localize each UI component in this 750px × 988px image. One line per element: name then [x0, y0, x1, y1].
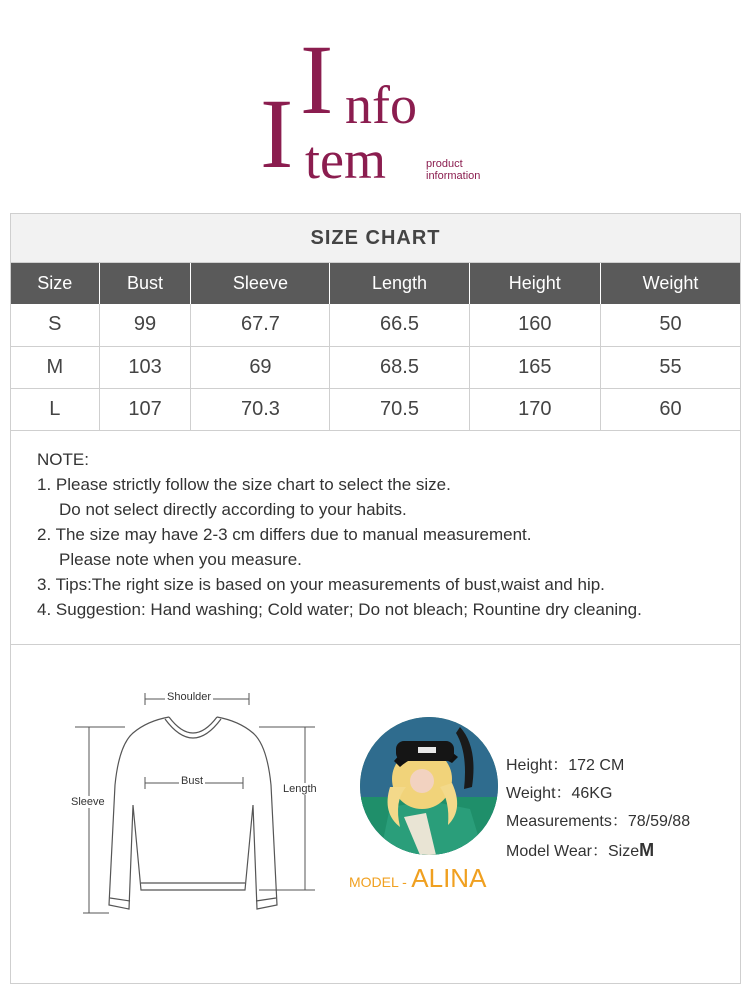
size-chart: [10, 213, 741, 645]
model-info: [506, 752, 690, 866]
table-cell: 70.3: [191, 388, 330, 430]
table-cell: 55: [601, 346, 740, 388]
logo-word-1: nfo: [345, 75, 417, 135]
table-cell: 69: [191, 346, 330, 388]
model-wear: [506, 836, 690, 866]
table-row: [11, 388, 740, 430]
logo-subtitle-line2: information: [426, 170, 481, 182]
table-cell: S: [11, 304, 99, 346]
logo-subtitle: [426, 158, 480, 182]
table-cell: L: [11, 388, 99, 430]
model-avatar: [360, 717, 498, 855]
table-cell: 170: [469, 388, 601, 430]
note-line: Do not select directly according to your habits.: [59, 499, 407, 519]
note-line: 2. The size may have 2-3 cm differs due to manual measurement.: [37, 524, 532, 544]
model-name-prefix: MODEL -: [349, 874, 407, 890]
logo-word-2: tem: [305, 130, 386, 190]
shoulder-label: Shoulder: [167, 691, 212, 703]
logo-subtitle-line1: product: [426, 158, 463, 170]
brand-logo: [0, 0, 750, 210]
logo-initial-1: I: [300, 24, 334, 135]
table-cell: 160: [469, 304, 601, 346]
table-cell: 67.7: [191, 304, 330, 346]
note-line: 4. Suggestion: Hand washing; Cold water; Do not bleach; Rountine dry cleaning.: [37, 599, 642, 619]
size-chart-title: SIZE CHART: [11, 214, 740, 263]
table-cell: 70.5: [330, 388, 469, 430]
model-wear-label: Model Wear：Size: [506, 843, 640, 860]
table-row: [11, 304, 740, 346]
header-bust: Bust: [99, 263, 191, 304]
size-table: [11, 263, 740, 431]
table-cell: 99: [99, 304, 191, 346]
bust-label: Bust: [181, 775, 204, 787]
model-name-value: ALINA: [411, 863, 487, 893]
header-length: Length: [330, 263, 469, 304]
notes-section: [11, 431, 740, 622]
header-weight: Weight: [601, 263, 740, 304]
model-weight: Weight：46KG: [506, 785, 613, 802]
table-header-row: [11, 263, 740, 304]
model-name: [349, 863, 486, 894]
table-cell: 165: [469, 346, 601, 388]
sweater-outline-icon: [69, 685, 349, 925]
notes-heading: NOTE:: [37, 449, 89, 469]
table-cell: 60: [601, 388, 740, 430]
sleeve-label: Sleeve: [71, 796, 105, 808]
model-measurements: Measurements：78/59/88: [506, 813, 691, 830]
model-photo-icon: [360, 717, 498, 855]
table-cell: M: [11, 346, 99, 388]
table-cell: 107: [99, 388, 191, 430]
table-cell: 50: [601, 304, 740, 346]
model-height: Height：172 CM: [506, 757, 625, 774]
table-row: [11, 346, 740, 388]
header-size: Size: [11, 263, 99, 304]
header-sleeve: Sleeve: [191, 263, 330, 304]
table-cell: 103: [99, 346, 191, 388]
header-height: Height: [469, 263, 601, 304]
table-cell: 68.5: [330, 346, 469, 388]
note-line: Please note when you measure.: [59, 549, 302, 569]
note-line: 1. Please strictly follow the size chart to select the size.: [37, 474, 451, 494]
logo-initial-2: I: [260, 78, 294, 189]
table-cell: 66.5: [330, 304, 469, 346]
model-section: [10, 645, 741, 984]
note-line: 3. Tips:The right size is based on your measurements of bust,waist and hip.: [37, 574, 605, 594]
model-wear-size: M: [639, 840, 655, 860]
length-label: Length: [283, 783, 317, 795]
garment-diagram: [69, 685, 349, 925]
